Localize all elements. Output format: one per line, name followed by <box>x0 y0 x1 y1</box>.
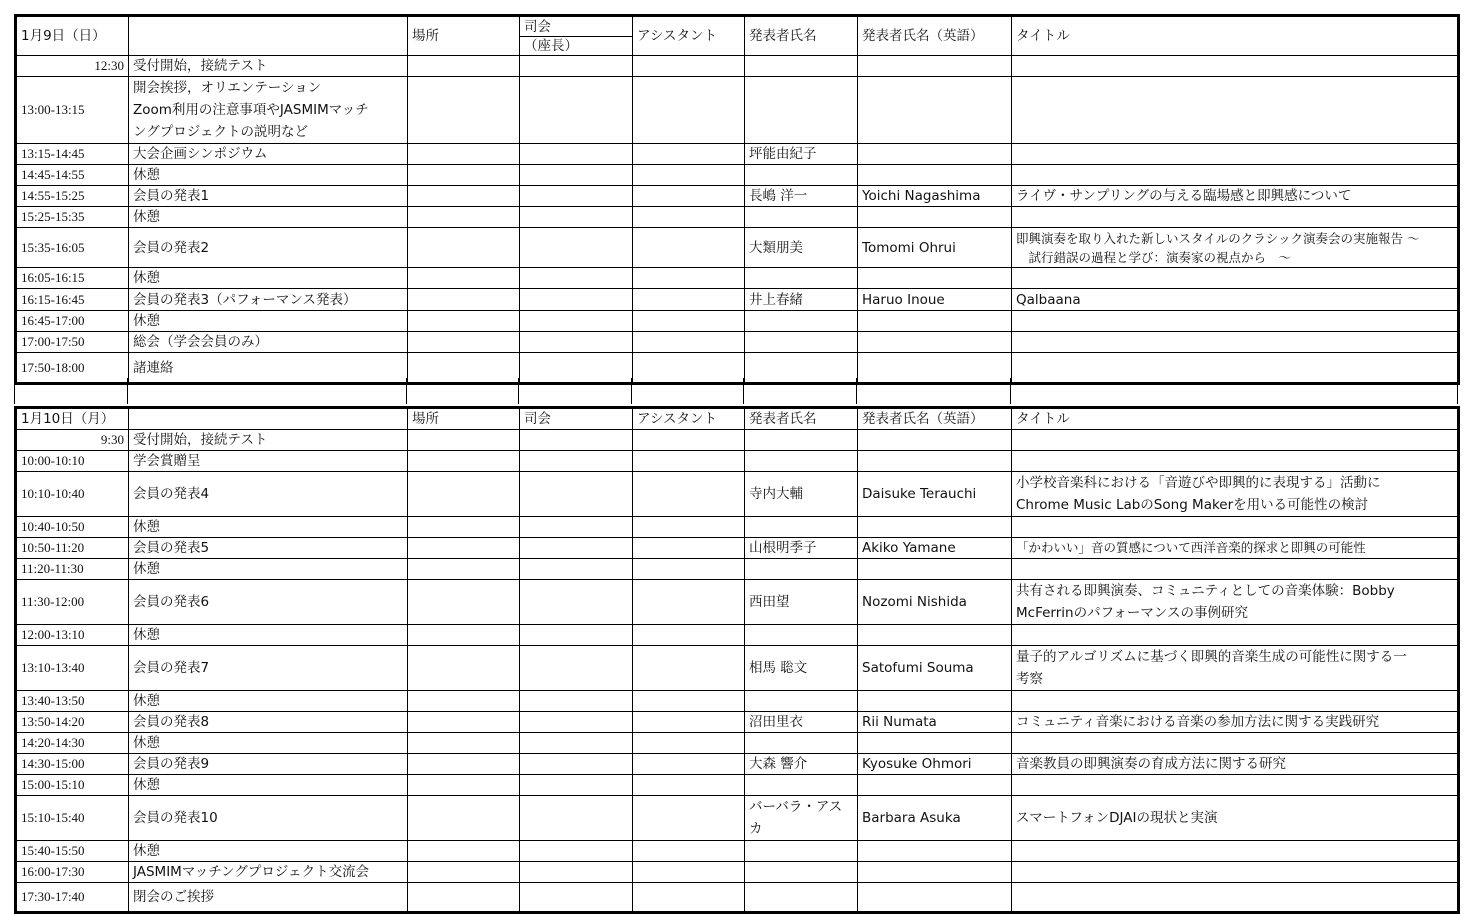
place-cell <box>408 332 520 353</box>
presenter-en-cell <box>858 332 1012 353</box>
title-cell <box>1012 77 1459 144</box>
title-cell <box>1012 841 1459 862</box>
table-row <box>16 754 1459 775</box>
place-cell <box>408 144 520 165</box>
day2-date: 1月10日（月） <box>16 408 129 430</box>
presenter-en-cell: Yoichi Nagashima <box>858 186 1012 207</box>
time-cell: 16:15-16:45 <box>16 289 129 311</box>
day2-header-row <box>16 408 1459 430</box>
time-cell: 15:35-16:05 <box>16 228 129 268</box>
header-assistant: アシスタント <box>633 408 745 430</box>
day2-body <box>16 430 1459 913</box>
chair-cell <box>520 517 633 538</box>
presenter-en-cell <box>858 268 1012 289</box>
chair-cell <box>520 332 633 353</box>
assistant-cell <box>633 691 745 712</box>
header-place: 場所 <box>408 408 520 430</box>
presenter-en-cell <box>858 144 1012 165</box>
table-row <box>16 646 1459 691</box>
presenter-en-cell: Akiko Yamane <box>858 538 1012 559</box>
event-cell: 受付開始，接続テスト <box>129 56 408 77</box>
title-line: 即興演奏を取り入れた新しいスタイルのクラシック演奏会の実施報告 〜 <box>1016 230 1420 246</box>
chair-cell <box>520 144 633 165</box>
event-cell: 会員の発表7 <box>129 646 408 691</box>
assistant-cell <box>633 646 745 691</box>
presenter-cell: 相馬 聡文 <box>745 646 858 691</box>
presenter-en-cell <box>858 517 1012 538</box>
day1-schedule-table <box>14 14 1460 385</box>
presenter-en-cell: Haruo Inoue <box>858 289 1012 311</box>
event-cell: 休憩 <box>129 841 408 862</box>
presenter-cell <box>745 207 858 228</box>
event-cell: 会員の発表8 <box>129 712 408 733</box>
assistant-cell <box>633 775 745 796</box>
title-cell <box>1012 451 1459 472</box>
presenter-cell <box>745 775 858 796</box>
chair-cell <box>520 538 633 559</box>
title-cell <box>1012 430 1459 451</box>
event-cell: 休憩 <box>129 207 408 228</box>
time-cell: 13:00-13:15 <box>16 77 129 144</box>
title-line: 考察 <box>1016 671 1043 687</box>
table-row <box>16 625 1459 646</box>
table-row <box>16 77 1459 144</box>
table-row <box>16 580 1459 625</box>
presenter-cell: 寺内大輔 <box>745 472 858 517</box>
title-cell <box>1012 228 1459 268</box>
table-row <box>16 451 1459 472</box>
table-row <box>16 559 1459 580</box>
time-cell: 15:40-15:50 <box>16 841 129 862</box>
presenter-en-cell <box>858 841 1012 862</box>
presenter-en-cell <box>858 56 1012 77</box>
presenter-cell <box>745 77 858 144</box>
title-cell <box>1012 472 1459 517</box>
event-cell: 会員の発表9 <box>129 754 408 775</box>
title-line: McFerrinのパフォーマンスの事例研究 <box>1016 605 1248 621</box>
place-cell <box>408 311 520 332</box>
presenter-cell: 大森 響介 <box>745 754 858 775</box>
place-cell <box>408 165 520 186</box>
time-cell: 13:15-14:45 <box>16 144 129 165</box>
presenter-en-cell <box>858 862 1012 883</box>
day1-body <box>16 56 1459 384</box>
chair-cell <box>520 691 633 712</box>
table-row <box>16 472 1459 517</box>
presenter-line: カ <box>749 821 763 837</box>
table-row <box>16 841 1459 862</box>
title-cell <box>1012 775 1459 796</box>
time-cell: 15:25-15:35 <box>16 207 129 228</box>
table-row <box>16 430 1459 451</box>
event-cell: 会員の発表4 <box>129 472 408 517</box>
header-assistant: アシスタント <box>633 16 745 56</box>
chair-cell <box>520 862 633 883</box>
assistant-cell <box>633 144 745 165</box>
event-cell: JASMIMマッチングプロジェクト交流会 <box>129 862 408 883</box>
table-row <box>16 775 1459 796</box>
event-cell: 会員の発表6 <box>129 580 408 625</box>
assistant-cell <box>633 517 745 538</box>
presenter-cell <box>745 517 858 538</box>
place-cell <box>408 268 520 289</box>
presenter-en-cell <box>858 625 1012 646</box>
header-title: タイトル <box>1012 16 1459 56</box>
event-cell: 休憩 <box>129 559 408 580</box>
time-cell: 14:30-15:00 <box>16 754 129 775</box>
assistant-cell <box>633 472 745 517</box>
chair-cell <box>520 754 633 775</box>
time-cell: 14:45-14:55 <box>16 165 129 186</box>
header-title: タイトル <box>1012 408 1459 430</box>
day1-date: 1月9日（日） <box>16 16 129 56</box>
presenter-en-cell: Satofumi Souma <box>858 646 1012 691</box>
title-cell: コミュニティ音楽における音楽の参加方法に関する実践研究 <box>1012 712 1459 733</box>
place-cell <box>408 538 520 559</box>
place-cell <box>408 77 520 144</box>
chair-cell <box>520 268 633 289</box>
presenter-en-cell: Nozomi Nishida <box>858 580 1012 625</box>
presenter-cell <box>745 56 858 77</box>
event-line: ングプロジェクトの説明など <box>133 124 308 140</box>
presenter-en-cell: Kyosuke Ohmori <box>858 754 1012 775</box>
presenter-en-cell: Rii Numata <box>858 712 1012 733</box>
event-cell: 休憩 <box>129 625 408 646</box>
assistant-cell <box>633 538 745 559</box>
presenter-cell <box>745 733 858 754</box>
assistant-cell <box>633 332 745 353</box>
presenter-cell <box>745 311 858 332</box>
assistant-cell <box>633 289 745 311</box>
assistant-cell <box>633 311 745 332</box>
assistant-cell <box>633 580 745 625</box>
assistant-cell <box>633 165 745 186</box>
table-row <box>16 538 1459 559</box>
chair-cell <box>520 228 633 268</box>
chair-cell <box>520 289 633 311</box>
chair-cell <box>520 625 633 646</box>
chair-cell <box>520 186 633 207</box>
header-presenter: 発表者氏名 <box>745 16 858 56</box>
presenter-en-cell <box>858 165 1012 186</box>
title-cell: 「かわいい」音の質感について西洋音楽的探求と即興の可能性 <box>1012 538 1459 559</box>
title-cell <box>1012 311 1459 332</box>
assistant-cell <box>633 56 745 77</box>
event-cell: 会員の発表1 <box>129 186 408 207</box>
presenter-en-cell <box>858 77 1012 144</box>
presenter-en-cell <box>858 430 1012 451</box>
header-chair-main: 司会 <box>520 18 632 37</box>
presenter-en-cell <box>858 311 1012 332</box>
header-chair: 司会 <box>520 408 633 430</box>
time-cell: 15:10-15:40 <box>16 796 129 841</box>
time-cell: 12:30 <box>16 56 129 77</box>
event-cell: 休憩 <box>129 268 408 289</box>
table-row <box>16 228 1459 268</box>
title-cell <box>1012 207 1459 228</box>
place-cell <box>408 451 520 472</box>
title-cell <box>1012 580 1459 625</box>
presenter-cell <box>745 625 858 646</box>
assistant-cell <box>633 712 745 733</box>
presenter-cell <box>745 862 858 883</box>
assistant-cell <box>633 625 745 646</box>
presenter-en-cell <box>858 775 1012 796</box>
assistant-cell <box>633 430 745 451</box>
event-cell: 総会（学会会員のみ） <box>129 332 408 353</box>
title-cell <box>1012 268 1459 289</box>
header-presenter: 発表者氏名 <box>745 408 858 430</box>
assistant-cell <box>633 228 745 268</box>
time-cell: 13:40-13:50 <box>16 691 129 712</box>
title-cell <box>1012 56 1459 77</box>
presenter-en-cell <box>858 207 1012 228</box>
title-cell <box>1012 883 1459 913</box>
title-cell <box>1012 559 1459 580</box>
place-cell <box>408 56 520 77</box>
assistant-cell <box>633 559 745 580</box>
time-cell: 12:00-13:10 <box>16 625 129 646</box>
presenter-cell: 西田望 <box>745 580 858 625</box>
title-cell: 音楽教員の即興演奏の育成方法に関する研究 <box>1012 754 1459 775</box>
time-cell: 10:10-10:40 <box>16 472 129 517</box>
presenter-en-cell <box>858 883 1012 913</box>
time-cell: 14:20-14:30 <box>16 733 129 754</box>
chair-cell <box>520 472 633 517</box>
table-row <box>16 311 1459 332</box>
title-line: 試行錯誤の過程と学び：演奏家の視点から 〜 <box>1016 249 1292 265</box>
chair-cell <box>520 883 633 913</box>
title-line: 量子的アルゴリズムに基づく即興的音楽生成の可能性に関する一 <box>1016 649 1407 665</box>
table-row <box>16 712 1459 733</box>
time-cell: 16:45-17:00 <box>16 311 129 332</box>
chair-cell <box>520 165 633 186</box>
chair-cell <box>520 430 633 451</box>
presenter-cell: 山根明季子 <box>745 538 858 559</box>
table-row <box>16 733 1459 754</box>
title-cell <box>1012 691 1459 712</box>
time-cell: 13:50-14:20 <box>16 712 129 733</box>
header-chair <box>520 16 633 56</box>
event-cell: 休憩 <box>129 733 408 754</box>
chair-cell <box>520 796 633 841</box>
chair-cell <box>520 775 633 796</box>
place-cell <box>408 754 520 775</box>
place-cell <box>408 430 520 451</box>
event-cell: 休憩 <box>129 691 408 712</box>
presenter-cell <box>745 883 858 913</box>
header-chair-sub: （座長） <box>524 37 578 54</box>
presenter-cell <box>745 268 858 289</box>
title-cell: ライヴ・サンプリングの与える臨場感と即興感について <box>1012 186 1459 207</box>
place-cell <box>408 289 520 311</box>
assistant-cell <box>633 841 745 862</box>
place-cell <box>408 228 520 268</box>
presenter-en-cell <box>858 559 1012 580</box>
time-cell: 14:55-15:25 <box>16 186 129 207</box>
table-row <box>16 165 1459 186</box>
assistant-cell <box>633 862 745 883</box>
time-cell: 9:30 <box>16 430 129 451</box>
time-cell: 10:50-11:20 <box>16 538 129 559</box>
event-cell: 会員の発表5 <box>129 538 408 559</box>
chair-cell <box>520 733 633 754</box>
place-cell <box>408 207 520 228</box>
day1-header-row <box>16 16 1459 56</box>
event-cell: 会員の発表10 <box>129 796 408 841</box>
presenter-en-cell: Daisuke Terauchi <box>858 472 1012 517</box>
presenter-cell: 井上春緒 <box>745 289 858 311</box>
place-cell <box>408 733 520 754</box>
time-cell: 16:00-17:30 <box>16 862 129 883</box>
assistant-cell <box>633 754 745 775</box>
place-cell <box>408 691 520 712</box>
place-cell <box>408 862 520 883</box>
event-cell: 休憩 <box>129 775 408 796</box>
presenter-cell: 長嶋 洋一 <box>745 186 858 207</box>
day-separator <box>14 378 1457 404</box>
presenter-cell: 坪能由紀子 <box>745 144 858 165</box>
presenter-en-cell <box>858 451 1012 472</box>
title-cell <box>1012 733 1459 754</box>
table-row <box>16 56 1459 77</box>
table-row <box>16 862 1459 883</box>
table-row <box>16 186 1459 207</box>
table-row <box>16 289 1459 311</box>
chair-cell <box>520 646 633 691</box>
chair-cell <box>520 841 633 862</box>
event-cell: 会員の発表3（パフォーマンス発表） <box>129 289 408 311</box>
title-cell <box>1012 165 1459 186</box>
table-row <box>16 883 1459 913</box>
title-cell <box>1012 332 1459 353</box>
table-row <box>16 207 1459 228</box>
presenter-cell <box>745 332 858 353</box>
presenter-cell <box>745 841 858 862</box>
place-cell <box>408 559 520 580</box>
time-cell: 16:05-16:15 <box>16 268 129 289</box>
presenter-en-cell <box>858 733 1012 754</box>
event-cell: 休憩 <box>129 517 408 538</box>
event-cell <box>129 77 408 144</box>
presenter-cell: 沼田里衣 <box>745 712 858 733</box>
presenter-en-cell: Tomomi Ohrui <box>858 228 1012 268</box>
title-cell: スマートフォンDJAIの現状と実演 <box>1012 796 1459 841</box>
title-cell <box>1012 862 1459 883</box>
event-cell: 大会企画シンポジウム <box>129 144 408 165</box>
time-cell: 17:30-17:40 <box>16 883 129 913</box>
chair-cell <box>520 559 633 580</box>
time-cell: 11:30-12:00 <box>16 580 129 625</box>
header-presenter-en: 発表者氏名（英語） <box>858 408 1012 430</box>
presenter-en-cell <box>858 691 1012 712</box>
presenter-cell <box>745 559 858 580</box>
table-row <box>16 268 1459 289</box>
chair-cell <box>520 77 633 144</box>
table-row <box>16 796 1459 841</box>
time-cell: 15:00-15:10 <box>16 775 129 796</box>
place-cell <box>408 580 520 625</box>
assistant-cell <box>633 77 745 144</box>
presenter-line: バーバラ・アス <box>749 799 843 815</box>
chair-cell <box>520 712 633 733</box>
chair-cell <box>520 311 633 332</box>
title-cell <box>1012 144 1459 165</box>
event-cell: 休憩 <box>129 311 408 332</box>
table-row <box>16 144 1459 165</box>
presenter-cell <box>745 796 858 841</box>
event-cell: 休憩 <box>129 165 408 186</box>
header-presenter-en: 発表者氏名（英語） <box>858 16 1012 56</box>
presenter-cell: 大類朋美 <box>745 228 858 268</box>
place-cell <box>408 472 520 517</box>
title-cell <box>1012 625 1459 646</box>
event-cell: 会員の発表2 <box>129 228 408 268</box>
chair-cell <box>520 207 633 228</box>
time-cell: 17:00-17:50 <box>16 332 129 353</box>
assistant-cell <box>633 268 745 289</box>
event-line: 開会挨拶，オリエンテーション <box>133 80 322 96</box>
event-cell: 諸連絡 <box>129 353 408 384</box>
place-cell <box>408 625 520 646</box>
chair-cell <box>520 580 633 625</box>
title-line: Chrome Music LabのSong Makerを用いる可能性の検討 <box>1016 497 1369 513</box>
header-place: 場所 <box>408 16 520 56</box>
place-cell <box>408 646 520 691</box>
title-line: 共有される即興演奏、コミュニティとしての音楽体験：Bobby <box>1016 583 1395 599</box>
title-cell <box>1012 646 1459 691</box>
table-row <box>16 691 1459 712</box>
title-cell: Qalbaana <box>1012 289 1459 311</box>
event-line: Zoom利用の注意事項やJASMIMマッチ <box>133 102 369 118</box>
assistant-cell <box>633 451 745 472</box>
place-cell <box>408 186 520 207</box>
chair-cell <box>520 451 633 472</box>
place-cell <box>408 775 520 796</box>
title-line: 小学校音楽科における「音遊びや即興的に表現する」活動に <box>1016 475 1381 491</box>
event-cell: 学会賞贈呈 <box>129 451 408 472</box>
title-cell <box>1012 517 1459 538</box>
assistant-cell <box>633 733 745 754</box>
day2-schedule-table <box>14 406 1460 914</box>
presenter-cell <box>745 165 858 186</box>
presenter-cell <box>745 451 858 472</box>
table-row <box>16 517 1459 538</box>
assistant-cell <box>633 883 745 913</box>
assistant-cell <box>633 186 745 207</box>
assistant-cell <box>633 207 745 228</box>
time-cell: 10:40-10:50 <box>16 517 129 538</box>
place-cell <box>408 517 520 538</box>
presenter-cell <box>745 430 858 451</box>
chair-cell <box>520 56 633 77</box>
time-cell: 10:00-10:10 <box>16 451 129 472</box>
place-cell <box>408 841 520 862</box>
presenter-cell <box>745 691 858 712</box>
assistant-cell <box>633 796 745 841</box>
time-cell: 17:50-18:00 <box>16 353 129 384</box>
event-cell: 閉会のご挨拶 <box>129 883 408 913</box>
place-cell <box>408 712 520 733</box>
presenter-en-cell: Barbara Asuka <box>858 796 1012 841</box>
table-row <box>16 332 1459 353</box>
place-cell <box>408 796 520 841</box>
place-cell <box>408 883 520 913</box>
time-cell: 11:20-11:30 <box>16 559 129 580</box>
event-cell: 受付開始，接続テスト <box>129 430 408 451</box>
time-cell: 13:10-13:40 <box>16 646 129 691</box>
